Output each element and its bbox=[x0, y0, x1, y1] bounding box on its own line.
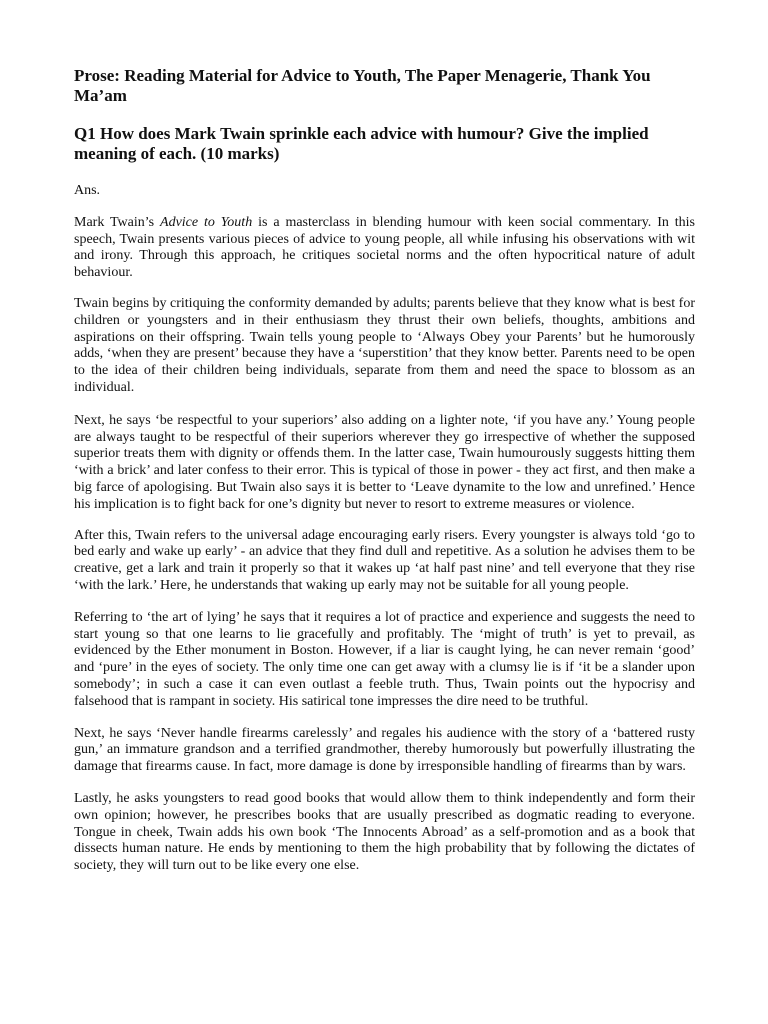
document-page bbox=[74, 66, 695, 891]
paragraph-respect-superiors: Next, he says ‘be respectful to your superiors’ also adding on a lighter note, ‘if you have any.’ Young people are always taught to be respectful of their superiors wherever they go irrespective of whether the supposed superior treats them with dignity or offends them. In the latter case, Twain humourously suggests hitting them ‘with a brick’ and later confess to their error. This is typical of those in power - they act first, and then make a big farce of apologising. But Twain also says it is better to ‘Leave dynamite to the low and unrefined.’ Hence his implication is to fight back for one’s dignity but never to resort to extreme measures or violence. bbox=[74, 412, 695, 512]
work-title: Advice to Youth bbox=[160, 214, 253, 230]
paragraph-art-of-lying: Referring to ‘the art of lying’ he says that it requires a lot of practice and experience and suggests the need to start young so that one learns to lie gracefully and profitably. The ‘might of truth’ is yet to prevail, as evidenced by the Ether monument in Boston. However, if a liar is caught lying, he can never remain ‘good’ and ‘pure’ in the eyes of society. The only time one can get away with a clumsy lie is if ‘it be a slander upon somebody’; in such a case it can even outlast a feeble truth. Thus, Twain points out the hypocrisy and falsehood that is rampant in society. His satirical tone impresses the dire need to be truthful. bbox=[74, 609, 695, 709]
answer-label: Ans. bbox=[74, 183, 101, 198]
intro-rest: is a masterclass in blending humour with keen social commentary. In this speech, Twain presents various pieces of advice to young people, all while infusing his observations with wit and irony. Through this approach, he critiques societal norms and the often hypocritical nature of adult behaviour. bbox=[74, 214, 695, 281]
paragraph-good-books: Lastly, he asks youngsters to read good books that would allow them to think independently and form their own opinion; however, he prescribes books that are usually prescribed as dogmatic reading to everyone. Tongue in cheek, Twain adds his own book ‘The Innocents Abroad’ as a self-promotion and as a book that dissects human nature. He ends by mentioning to them the high probability that by following the dictates of society, they will turn out to be like every one else. bbox=[74, 790, 695, 874]
intro-paragraph bbox=[74, 215, 695, 282]
paragraph-early-risers: After this, Twain refers to the universal adage encouraging early risers. Every youngster is always told ‘go to bed early and wake up early’ - an advice that they find dull and repetitive. As a solution he advises them to be creative, get a lark and train it properly so that it wakes up ‘at half past nine’ and tell everyone that they rise ‘with the lark.’ Here, he understands that waking up early may not be suitable for all young people. bbox=[74, 527, 695, 593]
question-heading: Q1 How does Mark Twain sprinkle each advice with humour? Give the implied meaning of each. (10 marks) bbox=[74, 124, 649, 163]
paragraph-firearms: Next, he says ‘Never handle firearms carelessly’ and regales his audience with the story of a ‘battered rusty gun,’ an immature grandson and a terrified grandmother, thereby humorously but powerfully illustrating the damage that firearms cause. In fact, more damage is done by irresponsible handling of firearms than by wars. bbox=[74, 725, 695, 775]
intro-lead: Mark Twain’s bbox=[74, 214, 161, 230]
paragraph-obey-parents: Twain begins by critiquing the conformity demanded by adults; parents believe that they know what is best for children or youngsters and in their enthusiasm they thrust their own beliefs, thoughts, ambitions and aspirations on their offspring. Twain tells young people to ‘Always Obey your Parents’ but he humorously adds, ‘when they are present’ because they have a ‘superstition’ that they know better. Parents need to be open to the idea of their children being individuals, separate from them and need the space to blossom as an individual. bbox=[74, 295, 695, 395]
document-title: Prose: Reading Material for Advice to Youth, The Paper Menagerie, Thank You Ma’am bbox=[74, 66, 651, 105]
